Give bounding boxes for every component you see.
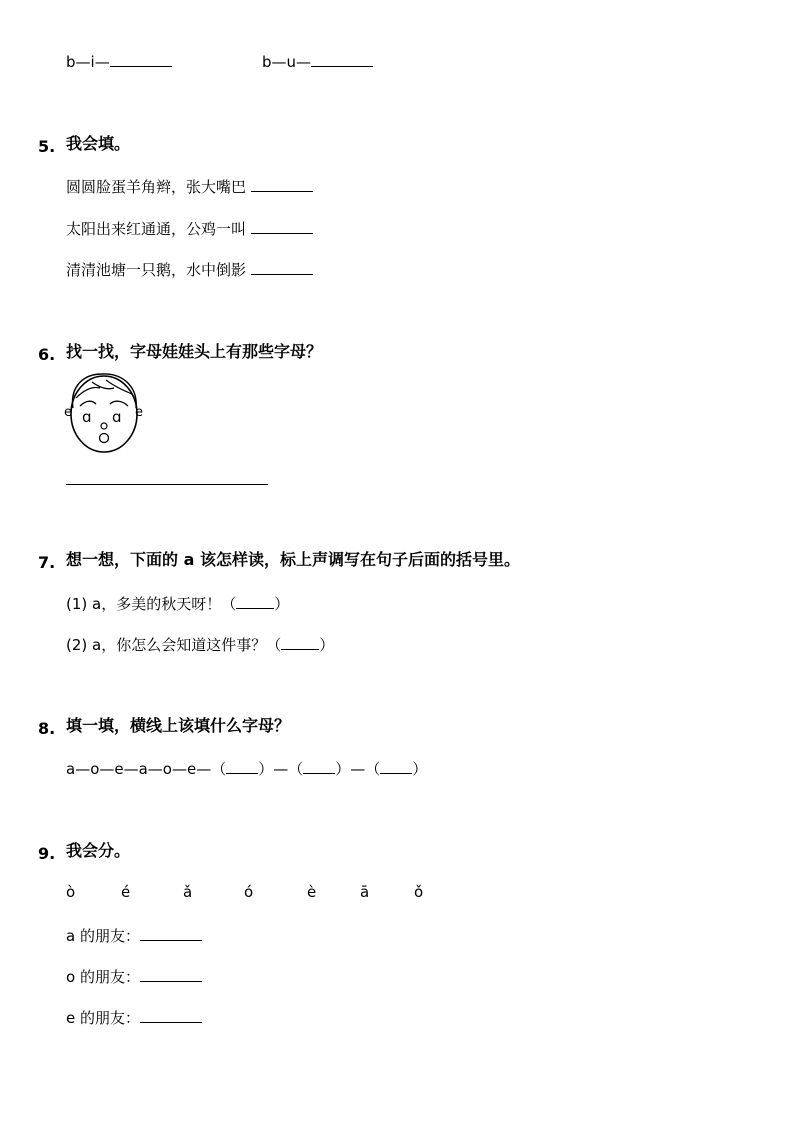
svg-text:ɑ: ɑ (82, 408, 92, 426)
bracket-close: ） (335, 760, 351, 778)
bracket-close: ） (319, 636, 335, 654)
fill-line-1 (66, 177, 313, 196)
fill-text: 太阳出来红通通，公鸡一叫 (66, 220, 247, 238)
answer-blank[interactable] (251, 177, 313, 192)
sequence-b-u: b—u— (262, 53, 312, 71)
svg-text:ɑ: ɑ (112, 408, 122, 426)
letter-blank[interactable] (226, 759, 258, 774)
friend-label: o 的朋友： (66, 968, 140, 986)
tone-letter: ǎ (183, 883, 193, 901)
bracket-open: （ (288, 760, 304, 778)
answer-blank[interactable] (311, 52, 373, 67)
sentence-item-1 (66, 594, 289, 613)
sentence-item-2 (66, 635, 334, 654)
tone-letter: ā (360, 883, 370, 901)
item-text: a，你怎么会知道这件事？（ (92, 636, 282, 654)
dash: — (350, 760, 366, 778)
tone-letter: é (121, 883, 131, 901)
tone-letter: ǒ (414, 883, 424, 901)
answer-blank[interactable] (251, 219, 313, 234)
top-row-right (262, 52, 373, 71)
letter-sequence (66, 759, 427, 778)
fill-line-2 (66, 219, 313, 238)
right-ear-letter: e (135, 405, 143, 420)
bracket-close: ） (412, 760, 428, 778)
question-title: 我会分。 (66, 841, 131, 860)
question-number: 9. (38, 844, 56, 863)
bracket-close: ） (258, 760, 274, 778)
letter-doll-face-image (62, 368, 146, 454)
friend-label: e 的朋友： (66, 1009, 140, 1027)
tone-letter: ó (244, 883, 254, 901)
question-number: 5. (38, 137, 56, 156)
bracket-close: ） (274, 595, 290, 613)
letter-blank[interactable] (303, 759, 335, 774)
question-number: 6. (38, 345, 56, 364)
fill-text: 清清池塘一只鹅，水中倒影 (66, 261, 247, 279)
answer-blank[interactable] (110, 52, 172, 67)
dash: — (273, 760, 289, 778)
sequence-text: a—o—e—a—o—e— (66, 760, 212, 778)
friend-line-o (66, 967, 202, 986)
top-row-left (66, 52, 172, 71)
fill-line-3 (66, 260, 313, 279)
answer-blank[interactable] (140, 967, 202, 982)
bracket-open: （ (211, 760, 227, 778)
sequence-b-i: b—i— (66, 53, 110, 71)
question-title: 找一找，字母娃娃头上有那些字母？ (66, 342, 323, 361)
item-text: a，多美的秋天呀！（ (92, 595, 237, 613)
tone-letter: è (307, 883, 317, 901)
question-title: 我会填。 (66, 134, 131, 153)
letter-blank[interactable] (380, 759, 412, 774)
question-number: 7. (38, 553, 56, 572)
item-label: (1) (66, 595, 88, 613)
answer-blank[interactable] (140, 1008, 202, 1023)
question-number: 8. (38, 719, 56, 738)
answer-blank[interactable] (140, 926, 202, 941)
friend-line-a (66, 926, 202, 945)
tone-blank[interactable] (281, 635, 319, 650)
question-title: 填一填，横线上该填什么字母？ (66, 716, 291, 735)
friend-label: a 的朋友： (66, 927, 140, 945)
answer-line[interactable] (66, 484, 268, 485)
friend-line-e (66, 1008, 202, 1027)
question-title: 想一想，下面的 a 该怎样读，标上声调写在句子后面的括号里。 (66, 550, 520, 569)
bracket-open: （ (365, 760, 381, 778)
left-ear-letter: e (64, 405, 72, 420)
answer-blank[interactable] (251, 260, 313, 275)
tone-letter: ò (66, 883, 76, 901)
tone-blank[interactable] (236, 594, 274, 609)
item-label: (2) (66, 636, 88, 654)
fill-text: 圆圆脸蛋羊角辫，张大嘴巴 (66, 178, 247, 196)
